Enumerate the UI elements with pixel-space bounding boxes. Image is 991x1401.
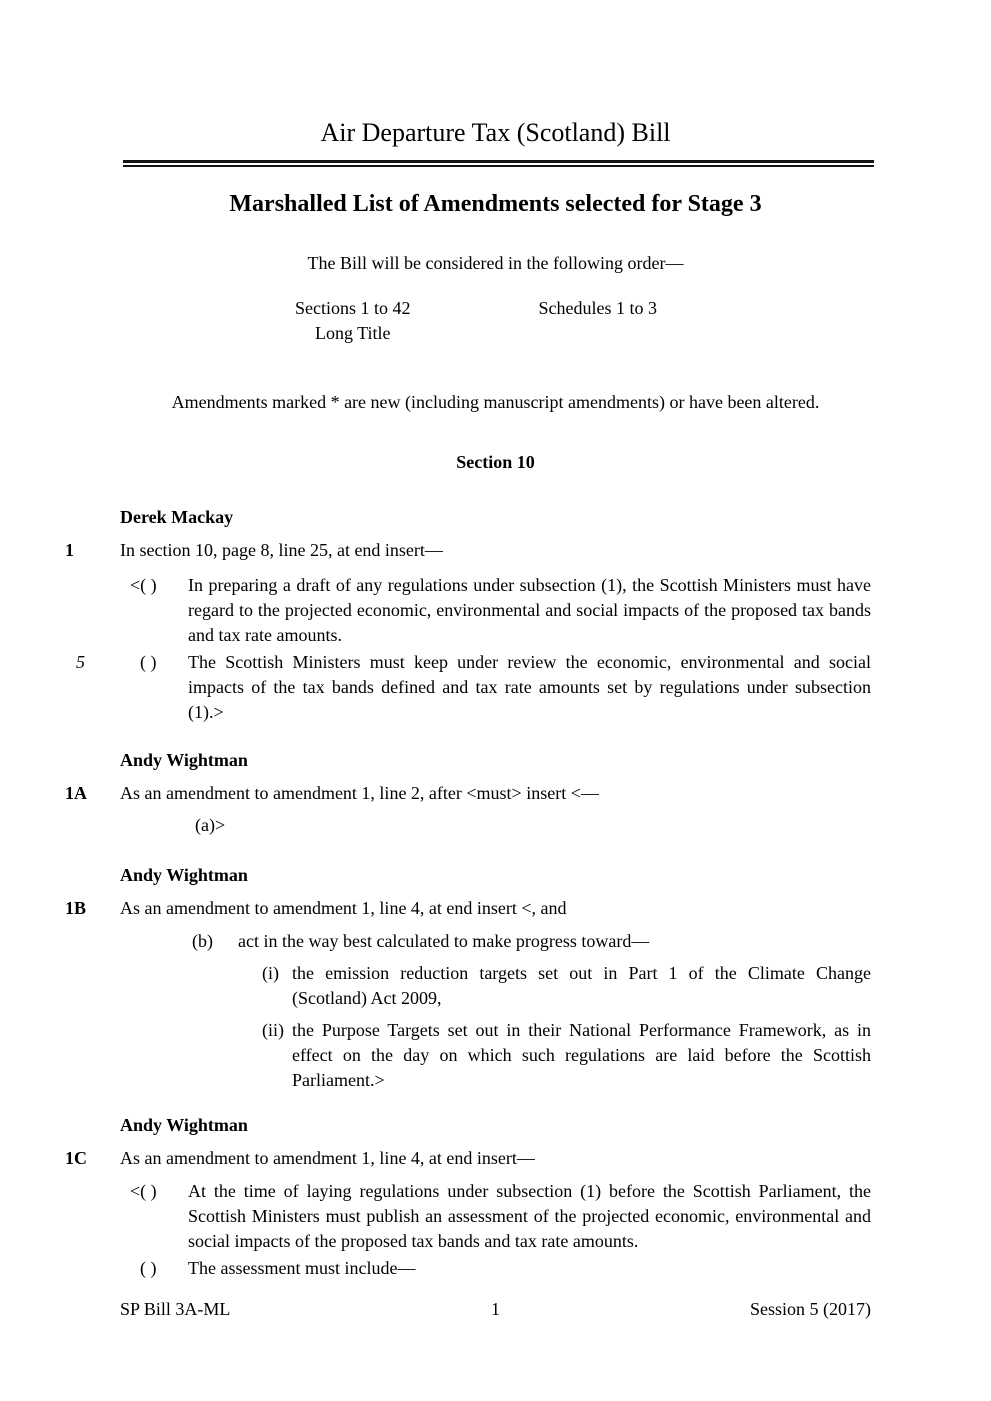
amendment-lead: As an amendment to amendment 1, line 4, at end insert—: [120, 1148, 535, 1168]
roman-i-marker: (i): [262, 963, 279, 983]
amendments-note: Amendments marked * are new (including manuscript amendments) or have been altered.: [171, 392, 820, 412]
amendment-number: 1: [65, 540, 74, 560]
order-column-sections: [295, 296, 411, 346]
consideration-order: [0, 296, 991, 346]
paragraph-b: [0, 929, 991, 954]
proposer-name: Derek Mackay: [120, 507, 234, 527]
subparagraph: [0, 1179, 991, 1254]
amendment-group-1A: [0, 748, 991, 838]
subparagraph-marker: <( ): [130, 575, 157, 595]
amendment-group-1: [0, 505, 991, 725]
footer-page-number: 1: [491, 1299, 500, 1319]
roman-ii-text: the Purpose Targets set out in their National Performance Framework, as in effect on the day on which such regulations are laid before the Scottish Parliament.>: [292, 1020, 871, 1090]
proposer-name: Andy Wightman: [120, 1115, 248, 1135]
roman-item-i: [0, 961, 991, 1011]
bill-title: Air Departure Tax (Scotland) Bill: [320, 118, 671, 147]
amendment-lead: As an amendment to amendment 1, line 2, after <must> insert <—: [120, 783, 599, 803]
subparagraph: [0, 650, 991, 725]
roman-i-text: the emission reduction targets set out in Part 1 of the Climate Change (Scotland) Act 2009,: [292, 963, 871, 1008]
subparagraph-text: At the time of laying regulations under subsection (1) before the Scottish Parliament, the Scottish Ministers must publish an assessment of the projected economic, environmental and social impacts of the proposed tax bands and tax rate amounts.: [188, 1181, 871, 1251]
subparagraph: [0, 1256, 991, 1281]
subparagraph-text: In preparing a draft of any regulations under subsection (1), the Scottish Ministers must have regard to the projected economic, environmental and social impacts of the proposed tax bands and tax rate amounts.: [188, 575, 871, 645]
proposer-name: Andy Wightman: [120, 865, 248, 885]
order-intro: The Bill will be considered in the following order—: [307, 253, 684, 273]
amendment-group-1C: [0, 1113, 991, 1281]
footer-bill-ref: SP Bill 3A-ML: [120, 1299, 231, 1319]
amendment-number: 1A: [65, 783, 87, 803]
page-footer: [120, 1297, 871, 1322]
header-double-rule: [123, 160, 874, 167]
subparagraph-marker: ( ): [140, 1258, 157, 1278]
sub-item-a: (a)>: [195, 815, 226, 835]
section-heading: Section 10: [456, 452, 535, 472]
line-number: 5: [76, 652, 85, 672]
order-schedules: Schedules 1 to 3: [538, 298, 657, 318]
paragraph-b-marker: (b): [192, 931, 213, 951]
amendment-number: 1B: [65, 898, 87, 918]
subparagraph-text: The Scottish Ministers must keep under review the economic, environmental and social impacts of the tax bands defined and tax rate amounts set by regulations under subsection (1).>: [188, 652, 871, 722]
subparagraph: [0, 573, 991, 648]
subparagraph-text: The assessment must include—: [188, 1258, 416, 1278]
doc-title: Marshalled List of Amendments selected for Stage 3: [229, 191, 762, 217]
roman-item-ii: [0, 1018, 991, 1093]
proposer-name: Andy Wightman: [120, 750, 248, 770]
amendment-lead: In section 10, page 8, line 25, at end insert—: [120, 540, 443, 560]
amendment-lead-row: [0, 1146, 991, 1171]
amendment-group-1B: [0, 863, 991, 1093]
footer-session: Session 5 (2017): [750, 1299, 871, 1319]
amendment-lead-row: [0, 896, 991, 921]
subparagraph-marker: <( ): [130, 1181, 157, 1201]
order-sections: Sections 1 to 42: [295, 298, 411, 318]
amendment-number: 1C: [65, 1148, 87, 1168]
roman-ii-marker: (ii): [262, 1020, 284, 1040]
amendment-lead: As an amendment to amendment 1, line 4, at end insert <, and: [120, 898, 567, 918]
subparagraph-marker: ( ): [140, 652, 157, 672]
order-long-title: Long Title: [314, 323, 391, 343]
amendment-lead-row: [0, 781, 991, 806]
amendment-lead-row: [0, 538, 991, 563]
paragraph-b-text: act in the way best calculated to make progress toward—: [238, 931, 650, 951]
